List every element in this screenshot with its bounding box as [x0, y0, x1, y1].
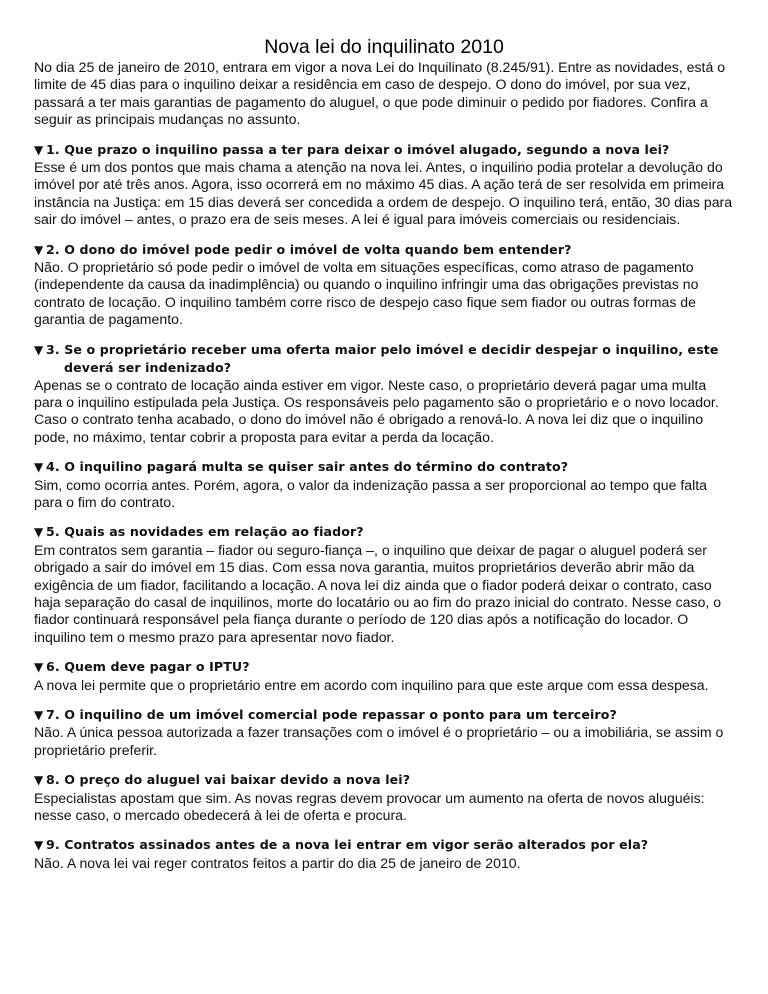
document-title: Nova lei do inquilinato 2010 — [264, 36, 504, 58]
answer-paragraph: Não. A nova lei vai reger contratos feitos a partir do dia 25 de janeiro de 2010. — [34, 854, 521, 871]
question-text: 3. Se o proprietário receber uma oferta maior pelo imóvel e decidir despejar o inquilino, este — [46, 341, 719, 357]
qa-item-7 — [34, 706, 734, 759]
question-text: 2. O dono do imóvel pode pedir o imóvel de volta quando bem entender? — [46, 241, 572, 257]
answer-paragraph: A nova lei permite que o proprietário entre em acordo com inquilino para que este arque com essa despesa. — [34, 676, 709, 693]
triangle-down-icon: ▼ — [34, 525, 44, 540]
triangle-down-icon: ▼ — [34, 708, 44, 722]
question-heading — [34, 836, 734, 854]
intro-paragraph: No dia 25 de janeiro de 2010, entrara em vigor a nova Lei do Inquilinato (8.245/91). Entre as novidades, está o limite de 45 dias para o inquilino deixar a residência em caso de despejo. O dono do imóvel, por sua vez, passará a ter mais garantias de pagamento do aluguel, o que pode diminuir o pedido por fiadores. Confira a seguir as principais mudanças no assunto. — [34, 59, 726, 128]
triangle-down-icon: ▼ — [34, 242, 44, 257]
question-text: 7. O inquilino de um imóvel comercial pode repassar o ponto para um terceiro? — [46, 707, 617, 722]
answer-paragraph: Especialistas apostam que sim. As novas regras devem provocar um aumento na oferta de novos aluguéis: nesse caso, o mercado obedecerá à lei de oferta e procura. — [34, 789, 705, 824]
question-text: 6. Quem deve pagar o IPTU? — [46, 659, 250, 675]
question-text: 9. Contratos assinados antes de a nova lei entrar em vigor serão alterados por ela? — [46, 837, 649, 853]
answer-paragraph: Não. A única pessoa autorizada a fazer transações com o imóvel é o proprietário – ou a imobiliária, se assim o proprietário preferir. — [34, 724, 724, 758]
triangle-down-icon: ▼ — [34, 142, 44, 157]
question-text: 5. Quais as novidades em relação ao fiador? — [46, 524, 364, 540]
question-text: 8. O preço do aluguel vai baixar devido a nova lei? — [46, 772, 411, 788]
question-heading — [34, 771, 734, 789]
question-text-continued: deverá ser indenizado? — [64, 360, 232, 376]
qa-item-8 — [34, 771, 734, 824]
question-heading — [34, 341, 734, 377]
question-heading — [34, 658, 734, 676]
question-heading — [34, 523, 734, 541]
triangle-down-icon: ▼ — [34, 838, 44, 853]
triangle-down-icon: ▼ — [34, 342, 44, 357]
question-heading — [34, 241, 734, 259]
qa-item-1 — [34, 141, 734, 229]
triangle-down-icon: ▼ — [34, 660, 44, 675]
qa-item-5 — [34, 523, 734, 646]
answer-paragraph: Sim, como ocorria antes. Porém, agora, o valor da indenização passa a ser proporcional ao tempo que falta para o fim do contrato. — [34, 476, 707, 510]
answer-paragraph: Esse é um dos pontos que mais chama a atenção na nova lei. Antes, o inquilino podia protelar a devolução do imóvel por até três anos. Agora, isso ocorrerá em no máximo 45 dias. A ação terá de ser resolvida em primeira instância na Justiça: em 15 dias deverá ser concedida a ordem de despejo. O inquilino terá, então, 30 dias para sair do imóvel – antes, o prazo era de seis meses. A lei é igual para imóveis comerciais ou residenciais. — [34, 159, 733, 228]
question-text: 1. Que prazo o inquilino passa a ter para deixar o imóvel alugado, segundo a nova lei? — [46, 141, 670, 157]
qa-item-6 — [34, 658, 734, 694]
qa-item-4 — [34, 458, 734, 511]
question-text: 4. O inquilino pagará multa se quiser sair antes do término do contrato? — [46, 459, 569, 475]
answer-paragraph: Não. O proprietário só pode pedir o imóvel de volta em situações específicas, como atraso de pagamento (independente da causa da inadimplência) ou quando o inquilino infringir uma das obrigações previstas no contrato de locação. O inquilino também corre risco de despejo caso fique sem fiador ou outras formas de garantia de pagamento. — [34, 259, 699, 328]
qa-item-3 — [34, 341, 734, 446]
answer-paragraph: Em contratos sem garantia – fiador ou seguro-fiança –, o inquilino que deixar de pagar o aluguel poderá ser obrigado a sair do imóvel em 15 dias. Com essa nova garantia, muitos proprietários deverão abrir mão da exigência de um fiador, facilitando a locação. A nova lei diz ainda que o fiador poderá deixar o contrato, caso haja separação do casal de inquilinos, morte do locatário ou ao fim do prazo inicial do contrato. Nesse caso, o fiador continuará responsável pela fiança durante o período de 120 dias após a notificação do locador. O inquilino tem o mesmo prazo para apresentar novo fiador. — [34, 541, 722, 645]
question-heading — [34, 141, 734, 159]
qa-item-2 — [34, 241, 734, 329]
triangle-down-icon: ▼ — [34, 460, 44, 475]
question-heading — [34, 458, 734, 476]
triangle-down-icon: ▼ — [34, 773, 44, 788]
answer-paragraph: Apenas se o contrato de locação ainda estiver em vigor. Neste caso, o proprietário deverá pagar uma multa para o inquilino estipulada pela Justiça. Os responsáveis pelo pagamento são o proprietário e o novo locador. Caso o contrato tenha acabado, o dono do imóvel não é obrigado a renová-lo. A nova lei diz que o inquilino pode, no máximo, tentar cobrir a proposta para evitar a perda da locação. — [34, 376, 719, 445]
question-heading — [34, 706, 734, 724]
document-page — [34, 36, 734, 872]
qa-item-9 — [34, 836, 734, 872]
